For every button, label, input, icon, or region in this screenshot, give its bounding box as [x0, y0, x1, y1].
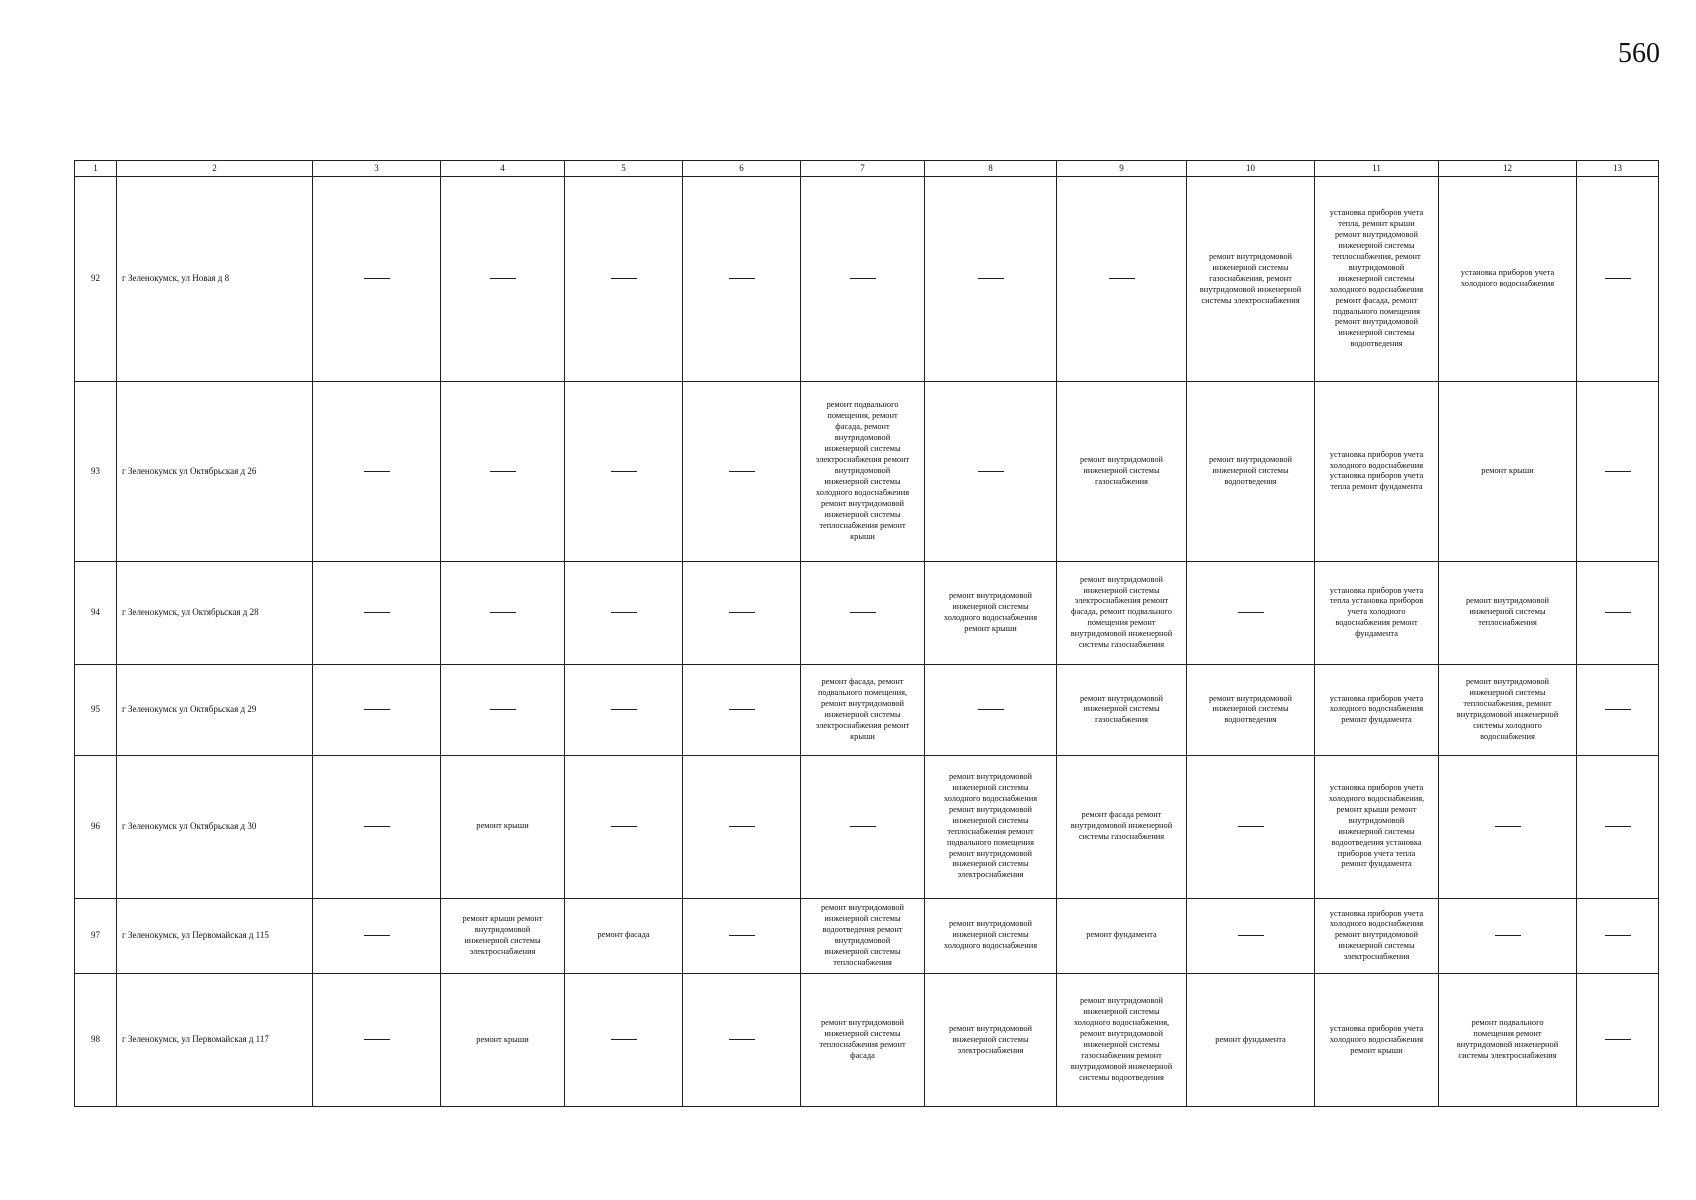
dash-mark: [729, 471, 755, 472]
address-cell: г Зеленокумск ул Октябрьская д 29: [117, 665, 313, 756]
column-number: 5: [565, 161, 683, 177]
work-text: ремонт фундамента: [1086, 930, 1157, 940]
empty-cell: [441, 382, 565, 561]
column-number: 6: [683, 161, 801, 177]
empty-cell: [801, 755, 925, 898]
work-cell: [925, 898, 1057, 973]
work-cell: [1315, 382, 1439, 561]
work-cell: [1187, 177, 1315, 382]
dash-mark: [611, 278, 637, 279]
empty-cell: [683, 382, 801, 561]
work-text: ремонт внутридомовой инженерной системы водоотведения: [1208, 693, 1293, 725]
empty-cell: [313, 561, 441, 665]
work-cell: [1057, 755, 1187, 898]
work-cell: [1057, 898, 1187, 973]
empty-cell: [313, 898, 441, 973]
empty-cell: [1577, 898, 1659, 973]
empty-cell: [313, 665, 441, 756]
column-number: 11: [1315, 161, 1439, 177]
dash-mark: [490, 612, 516, 613]
dash-mark: [611, 709, 637, 710]
work-text: ремонт внутридомовой инженерной системы теплоснабжения, ремонт внутридомовой инженерной системы холодного водоснабжения: [1456, 677, 1559, 741]
dash-mark: [490, 709, 516, 710]
empty-cell: [441, 665, 565, 756]
table-row: [75, 382, 1659, 561]
work-text: ремонт внутридомовой инженерной системы холодного водоснабжения ремонт внутридомовой инженерной системы теплоснабжения ремонт подвального помещения ремонт внутридомовой инженерной системы электроснабжения: [943, 772, 1038, 880]
work-cell: [1439, 974, 1577, 1107]
works-table: [74, 160, 1659, 1107]
empty-cell: [1577, 177, 1659, 382]
work-text: ремонт фундамента: [1215, 1034, 1286, 1044]
address-cell: г Зеленокумск ул Октябрьская д 26: [117, 382, 313, 561]
work-text: установка приборов учета холодного водоснабжения, ремонт крыши ремонт внутридомовой инженерной системы водоотведения установка приборов учета тепла ремонт фундамента: [1328, 783, 1425, 869]
dash-mark: [1605, 612, 1631, 613]
dash-mark: [978, 709, 1004, 710]
dash-mark: [611, 1039, 637, 1040]
column-number-row: [75, 161, 1659, 177]
column-number: 8: [925, 161, 1057, 177]
empty-cell: [683, 665, 801, 756]
work-cell: [1315, 665, 1439, 756]
work-cell: [1187, 665, 1315, 756]
address-cell: г Зеленокумск, ул Первомайская д 115: [117, 898, 313, 973]
empty-cell: [683, 177, 801, 382]
empty-cell: [1187, 755, 1315, 898]
address-cell: г Зеленокумск, ул Первомайская д 117: [117, 974, 313, 1107]
work-cell: [1315, 974, 1439, 1107]
empty-cell: [441, 177, 565, 382]
empty-cell: [801, 561, 925, 665]
empty-cell: [1439, 755, 1577, 898]
empty-cell: [1577, 974, 1659, 1107]
work-cell: [1057, 561, 1187, 665]
work-text: ремонт фасада ремонт внутридомовой инженерной системы газоснабжения: [1070, 810, 1173, 842]
work-cell: [801, 974, 925, 1107]
address-cell: г Зеленокумск, ул Октябрьская д 28: [117, 561, 313, 665]
work-text: ремонт внутридомовой инженерной системы газоснабжения: [1079, 455, 1164, 486]
column-number: 10: [1187, 161, 1315, 177]
dash-mark: [850, 826, 876, 827]
work-cell: [1439, 177, 1577, 382]
table-row: [75, 177, 1659, 382]
work-text: ремонт внутридомовой инженерной системы теплоснабжения: [1465, 596, 1550, 628]
empty-cell: [683, 898, 801, 973]
work-text: ремонт крыши: [476, 1034, 529, 1044]
dash-mark: [729, 612, 755, 613]
dash-mark: [1605, 826, 1631, 827]
row-number: 98: [75, 974, 117, 1107]
dash-mark: [729, 278, 755, 279]
work-text: ремонт внутридомовой инженерной системы газоснабжения, ремонт внутридомовой инженерной системы электроснабжения: [1199, 251, 1302, 305]
work-text: ремонт фасада: [597, 930, 650, 940]
empty-cell: [1577, 755, 1659, 898]
dash-mark: [1605, 1039, 1631, 1040]
work-text: установка приборов учета холодного водоснабжения ремонт фундамента: [1329, 693, 1424, 725]
empty-cell: [1187, 898, 1315, 973]
work-text: ремонт внутридомовой инженерной системы газоснабжения: [1079, 693, 1164, 725]
empty-cell: [441, 561, 565, 665]
work-text: ремонт фасада, ремонт подвального помещения, ремонт внутридомовой инженерной системы электроснабжения ремонт крыши: [815, 677, 910, 741]
dash-mark: [850, 612, 876, 613]
work-cell: [1187, 382, 1315, 561]
empty-cell: [565, 382, 683, 561]
dash-mark: [729, 826, 755, 827]
dash-mark: [364, 935, 390, 936]
table-row: [75, 898, 1659, 973]
work-text: ремонт внутридомовой инженерной системы холодного водоснабжения: [943, 919, 1038, 951]
empty-cell: [313, 177, 441, 382]
empty-cell: [1057, 177, 1187, 382]
dash-mark: [1605, 935, 1631, 936]
table-row: [75, 755, 1659, 898]
empty-cell: [565, 665, 683, 756]
column-number: 12: [1439, 161, 1577, 177]
work-text: ремонт крыши ремонт внутридомовой инженерной системы электроснабжения: [462, 914, 543, 956]
row-number: 96: [75, 755, 117, 898]
empty-cell: [925, 382, 1057, 561]
column-number: 3: [313, 161, 441, 177]
dash-mark: [1605, 278, 1631, 279]
work-cell: [925, 755, 1057, 898]
dash-mark: [978, 278, 1004, 279]
dash-mark: [490, 471, 516, 472]
dash-mark: [729, 935, 755, 936]
work-cell: [441, 974, 565, 1107]
work-cell: [441, 898, 565, 973]
work-text: установка приборов учета холодного водоснабжения установка приборов учета тепла ремонт фундамента: [1329, 449, 1424, 492]
column-number: 4: [441, 161, 565, 177]
empty-cell: [565, 755, 683, 898]
empty-cell: [683, 755, 801, 898]
empty-cell: [683, 974, 801, 1107]
dash-mark: [364, 709, 390, 710]
dash-mark: [611, 471, 637, 472]
row-number: 93: [75, 382, 117, 561]
column-number: 13: [1577, 161, 1659, 177]
column-number: 9: [1057, 161, 1187, 177]
address-cell: г Зеленокумск ул Октябрьская д 30: [117, 755, 313, 898]
work-cell: [441, 755, 565, 898]
dash-mark: [1238, 612, 1264, 613]
work-text: ремонт крыши: [476, 821, 529, 831]
work-text: ремонт подвального помещения, ремонт фасада, ремонт внутридомовой инженерной системы электроснабжения ремонт внутридомовой инженерной системы холодного водоснабжения ремонт внутридомовой инженерной системы теплоснабжения ремонт крыши: [815, 400, 910, 541]
work-cell: [1057, 382, 1187, 561]
table-row: [75, 665, 1659, 756]
empty-cell: [565, 177, 683, 382]
address-cell: г Зеленокумск, ул Новая д 8: [117, 177, 313, 382]
work-cell: [1439, 382, 1577, 561]
empty-cell: [683, 561, 801, 665]
empty-cell: [565, 561, 683, 665]
work-cell: [1315, 755, 1439, 898]
page-number: 560: [1618, 38, 1660, 69]
empty-cell: [925, 177, 1057, 382]
work-cell: [1315, 561, 1439, 665]
dash-mark: [1605, 709, 1631, 710]
work-cell: [1315, 898, 1439, 973]
empty-cell: [1577, 665, 1659, 756]
dash-mark: [1605, 471, 1631, 472]
dash-mark: [490, 278, 516, 279]
work-cell: [801, 382, 925, 561]
work-text: ремонт внутридомовой инженерной системы теплоснабжения ремонт фасада: [819, 1018, 906, 1060]
dash-mark: [850, 278, 876, 279]
empty-cell: [1577, 561, 1659, 665]
work-text: ремонт внутридомовой инженерной системы электроснабжения ремонт фасада, ремонт подвального помещения ремонт внутридомовой инженерной системы газоснабжения: [1070, 574, 1173, 650]
row-number: 92: [75, 177, 117, 382]
dash-mark: [1495, 935, 1521, 936]
table-row: [75, 561, 1659, 665]
dash-mark: [729, 1039, 755, 1040]
dash-mark: [364, 471, 390, 472]
empty-cell: [313, 974, 441, 1107]
dash-mark: [1238, 826, 1264, 827]
table-row: [75, 974, 1659, 1107]
empty-cell: [313, 755, 441, 898]
dash-mark: [978, 471, 1004, 472]
work-cell: [1057, 974, 1187, 1107]
dash-mark: [611, 826, 637, 827]
dash-mark: [1238, 935, 1264, 936]
dash-mark: [364, 1039, 390, 1040]
work-cell: [801, 665, 925, 756]
work-text: ремонт подвального помещения ремонт внутридомовой инженерной системы электроснабжения: [1456, 1018, 1559, 1060]
empty-cell: [1439, 898, 1577, 973]
column-number: 2: [117, 161, 313, 177]
dash-mark: [364, 612, 390, 613]
work-cell: [801, 898, 925, 973]
work-cell: [925, 561, 1057, 665]
work-cell: [1315, 177, 1439, 382]
work-text: ремонт внутридомовой инженерной системы водоотведения ремонт внутридомовой инженерной системы теплоснабжения: [820, 903, 905, 967]
work-text: установка приборов учета холодного водоснабжения: [1460, 268, 1555, 289]
work-cell: [1439, 665, 1577, 756]
work-text: ремонт крыши: [1481, 465, 1534, 475]
dash-mark: [364, 278, 390, 279]
work-text: установка приборов учета холодного водоснабжения ремонт крыши: [1329, 1023, 1424, 1055]
empty-cell: [1187, 561, 1315, 665]
work-cell: [1187, 974, 1315, 1107]
work-text: установка приборов учета тепла, ремонт крыши ремонт внутридомовой инженерной системы теплоснабжения, ремонт внутридомовой инженерной системы холодного водоснабжения ремонт фасада, ремонт подвального помещения ремонт внутридомовой инженерной системы водоотведения: [1329, 208, 1424, 349]
dash-mark: [729, 709, 755, 710]
work-cell: [1439, 561, 1577, 665]
empty-cell: [565, 974, 683, 1107]
work-text: установка приборов учета тепла установка приборов учета холодного водоснабжения ремонт фундамента: [1329, 585, 1424, 639]
dash-mark: [1495, 826, 1521, 827]
work-cell: [1057, 665, 1187, 756]
column-number: 7: [801, 161, 925, 177]
work-text: ремонт внутридомовой инженерной системы холодного водоснабжения ремонт крыши: [943, 591, 1038, 633]
work-text: ремонт внутридомовой инженерной системы электроснабжения: [948, 1023, 1033, 1055]
work-cell: [925, 974, 1057, 1107]
dash-mark: [1109, 278, 1135, 279]
empty-cell: [313, 382, 441, 561]
empty-cell: [925, 665, 1057, 756]
row-number: 97: [75, 898, 117, 973]
work-text: установка приборов учета холодного водоснабжения ремонт внутридомовой инженерной системы электроснабжения: [1329, 908, 1424, 962]
dash-mark: [611, 612, 637, 613]
column-number: 1: [75, 161, 117, 177]
empty-cell: [801, 177, 925, 382]
empty-cell: [1577, 382, 1659, 561]
work-text: ремонт внутридомовой инженерной системы водоотведения: [1208, 455, 1293, 486]
row-number: 95: [75, 665, 117, 756]
work-text: ремонт внутридомовой инженерной системы холодного водоснабжения, ремонт внутридомовой инженерной системы газоснабжения ремонт внутридомовой инженерной системы водоотведения: [1070, 996, 1173, 1082]
row-number: 94: [75, 561, 117, 665]
work-cell: [565, 898, 683, 973]
dash-mark: [364, 826, 390, 827]
